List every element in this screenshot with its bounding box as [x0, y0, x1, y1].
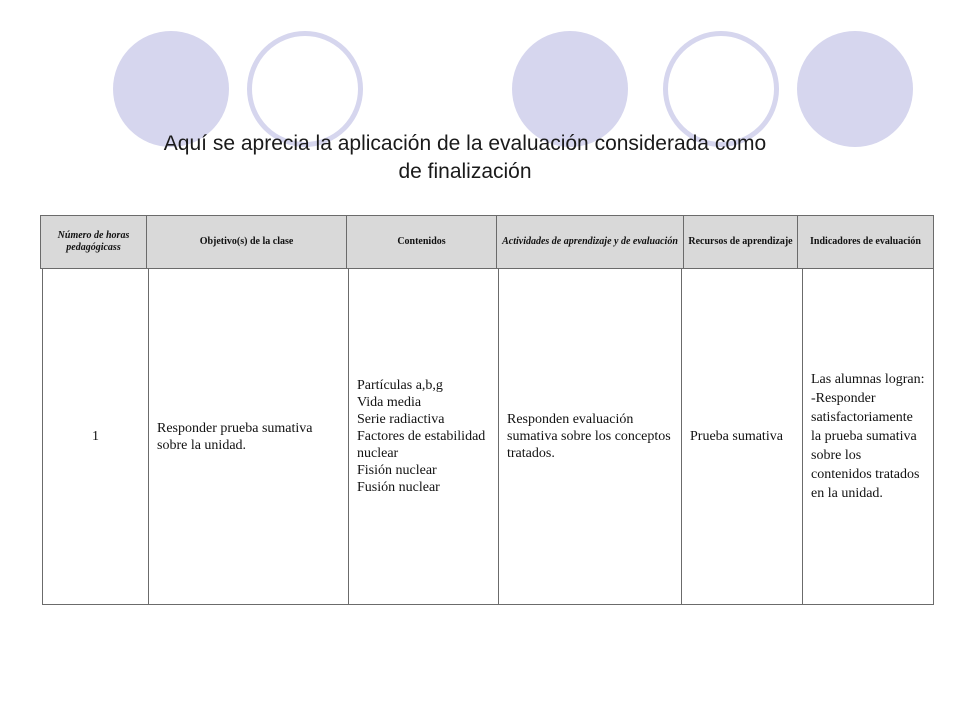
header-resources: Recursos de aprendizaje [684, 216, 798, 268]
header-activities: Actividades de aprendizaje y de evaluación [497, 216, 684, 268]
slide-title-line-1: Aquí se aprecia la aplicación de la evaluación considerada como [163, 132, 767, 155]
activity-text [507, 411, 673, 462]
contents-item: Fusión nuclear [357, 480, 440, 495]
objective-text: Responder prueba sumativa sobre la unidad. [157, 420, 313, 453]
header-contents: Contenidos [347, 216, 497, 268]
indicators-text: Las alumnas logran: -Responder satisfactoriamente la prueba sumativa sobre los contenidos tratados en la unidad. [811, 372, 925, 501]
activity-description: Responden evaluación sumativa sobre los conceptos tratados. [507, 412, 671, 461]
cell-indicators [802, 269, 934, 604]
header-hours: Número de horas pedagógicass [41, 216, 147, 268]
slide-title [100, 130, 830, 186]
cell-hours [42, 269, 148, 604]
contents-item: Vida media [357, 395, 422, 410]
resources-text: Prueba sumativa [690, 429, 783, 444]
hours-value: 1 [92, 429, 99, 444]
contents-item: Fisión nuclear [357, 463, 437, 478]
contents-item: Partículas a,b,g [357, 378, 443, 393]
cell-contents [348, 269, 498, 604]
contents-item: Serie radiactiva [357, 412, 445, 427]
cell-activities [498, 269, 681, 604]
table-row [42, 269, 934, 605]
cell-resources [681, 269, 802, 604]
header-objective: Objetivo(s) de la clase [147, 216, 347, 268]
table-header-row [40, 215, 934, 269]
header-indicators: Indicadores de evaluación [810, 236, 921, 247]
contents-list [357, 377, 490, 496]
slide-title-line-2: de finalización [398, 160, 532, 183]
contents-item: Factores de estabilidad nuclear [357, 429, 486, 461]
cell-objective [148, 269, 348, 604]
